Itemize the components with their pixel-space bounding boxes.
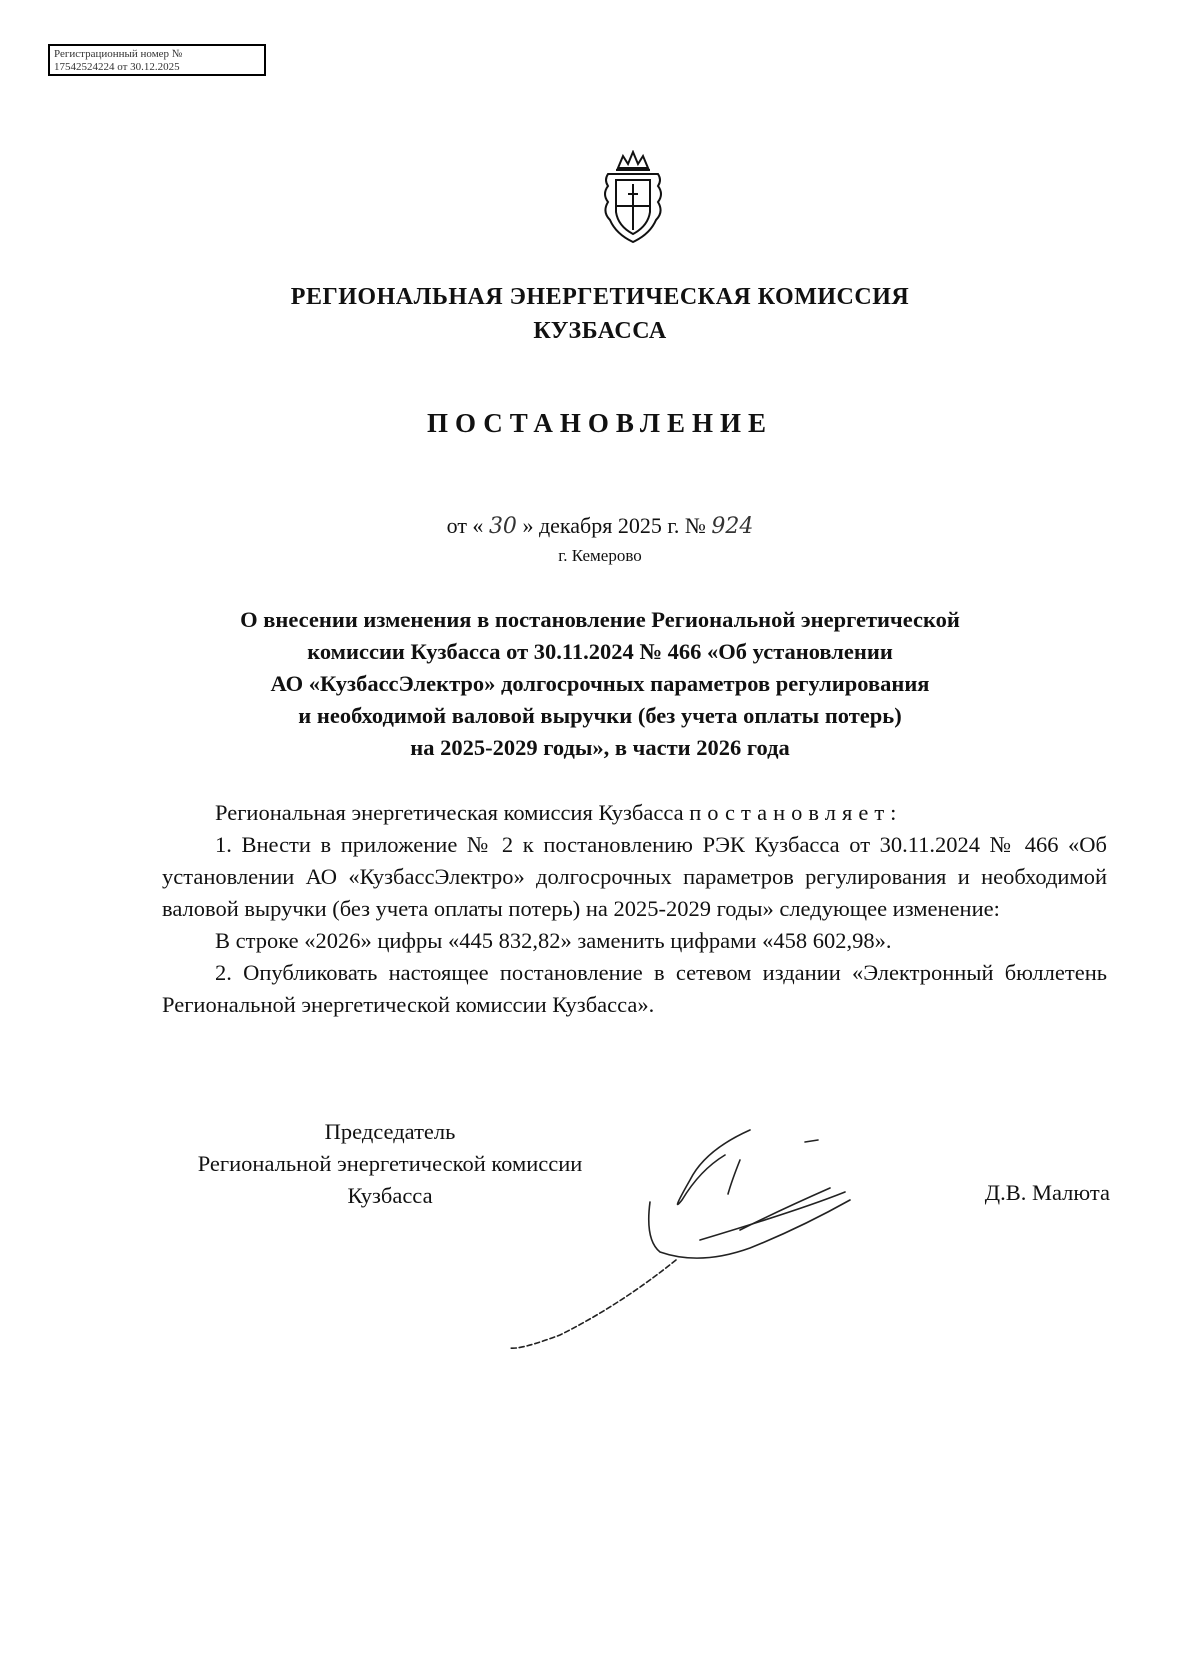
- signatory-role-line: Председатель: [324, 1119, 456, 1144]
- registration-number: 17542524224 от 30.12.2025: [54, 61, 180, 73]
- handwritten-signature: [500, 1090, 920, 1360]
- title-line: АО «КузбассЭлектро» долгосрочных параметров регулирования: [270, 671, 930, 696]
- intro-text: Региональная энергетическая комиссия Кузбасса: [215, 800, 684, 825]
- organization-name-line2: КУЗБАССА: [533, 318, 667, 344]
- document-body: [162, 797, 1107, 1021]
- document-title: [150, 604, 1050, 764]
- title-line: О внесении изменения в постановление Региональной энергетической: [240, 607, 960, 632]
- signatory-role-line: Кузбасса: [347, 1183, 433, 1208]
- signatory-name: Д.В. Малюта: [984, 1180, 1110, 1205]
- body-item-2: 2. Опубликовать настоящее постановление в сетевом издании «Электронный бюллетень Региональной энергетической комиссии Кузбасса».: [162, 960, 1107, 1017]
- registration-label: Регистрационный номер №: [54, 48, 183, 60]
- date-day: 30: [488, 514, 517, 539]
- organization-name: [240, 280, 960, 348]
- coat-of-arms-icon: [598, 150, 668, 250]
- body-item-1: 1. Внести в приложение № 2 к постановлению РЭК Кузбасса от 30.11.2024 № 466 «Об установлении АО «КузбассЭлектро» долгосрочных параметров регулирования и необходимой валовой выручки (без учета оплаты потерь) на 2025-2029 годы» следующее изменение:: [162, 832, 1107, 921]
- document-type: ПОСТАНОВЛЕНИЕ: [426, 408, 774, 438]
- organization-name-line1: РЕГИОНАЛЬНАЯ ЭНЕРГЕТИЧЕСКАЯ КОМИССИЯ: [290, 284, 910, 310]
- body-intro: [162, 797, 1107, 829]
- date-middle: » декабря 2025 г. №: [522, 513, 706, 538]
- document-number: 924: [711, 514, 754, 539]
- title-line: комиссии Кузбасса от 30.11.2024 № 466 «Об установлении: [307, 639, 893, 664]
- registration-stamp: [48, 44, 266, 76]
- body-item-1-change: В строке «2026» цифры «445 832,82» заменить цифрами «458 602,98».: [215, 928, 892, 953]
- title-line: и необходимой валовой выручки (без учета оплаты потерь): [298, 703, 902, 728]
- signatory-role-line: Региональной энергетической комиссии: [197, 1151, 583, 1176]
- intro-verb: постановляет:: [689, 800, 903, 825]
- date-prefix: от «: [446, 513, 484, 538]
- document-date-line: [200, 512, 1000, 541]
- title-line: на 2025-2029 годы», в части 2026 года: [410, 735, 790, 760]
- document-city: г. Кемерово: [558, 546, 642, 565]
